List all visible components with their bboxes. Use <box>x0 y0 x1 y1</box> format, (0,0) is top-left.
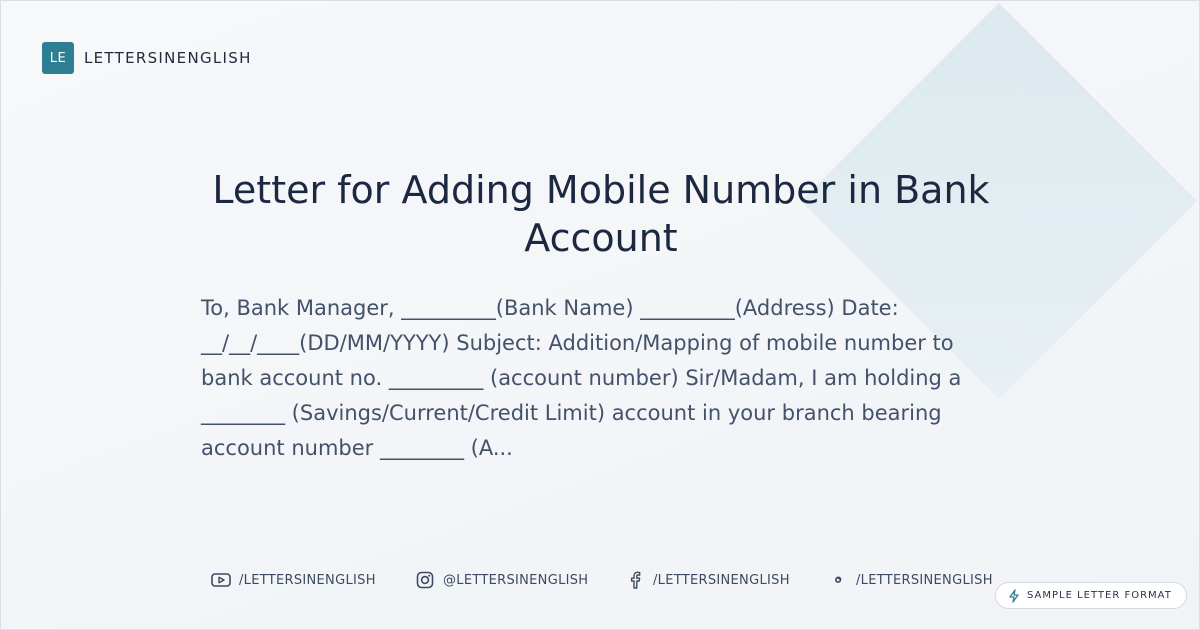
letter-excerpt: To, Bank Manager, _________(Bank Name) _________(Address) Date: __/__/____(DD/MM/YYYY) Subject: Addition/Mapping of mobile number to bank account no. _________ (account number) Sir/Madam, I am holding a ________ (Savings/Current/Credit Limit) account in your branch bearing account number ________ (A... <box>201 296 962 460</box>
social-links <box>211 569 1011 591</box>
social-link-label: /LETTERSINENGLISH <box>239 572 376 588</box>
brand-name: LETTERSINENGLISH <box>84 49 252 67</box>
youtube-icon <box>211 570 231 590</box>
brand[interactable] <box>42 42 252 74</box>
brand-logo: LE <box>42 42 74 74</box>
page-title: Letter for Adding Mobile Number in Bank Account <box>212 168 990 260</box>
threads-icon <box>828 570 848 590</box>
social-link-facebook[interactable] <box>625 569 790 591</box>
social-link-label: /LETTERSINENGLISH <box>653 572 790 588</box>
tag-label: SAMPLE LETTER FORMAT <box>1027 590 1172 601</box>
lightning-icon <box>1008 589 1020 603</box>
instagram-icon <box>415 570 435 590</box>
social-link-youtube[interactable] <box>211 569 376 591</box>
social-link-label: @LETTERSINENGLISH <box>443 572 589 588</box>
social-link-threads[interactable] <box>828 569 993 591</box>
sample-letter-format-tag[interactable] <box>995 582 1187 609</box>
facebook-icon <box>625 570 645 590</box>
social-link-label: /LETTERSINENGLISH <box>856 572 993 588</box>
social-link-instagram[interactable] <box>415 569 588 591</box>
